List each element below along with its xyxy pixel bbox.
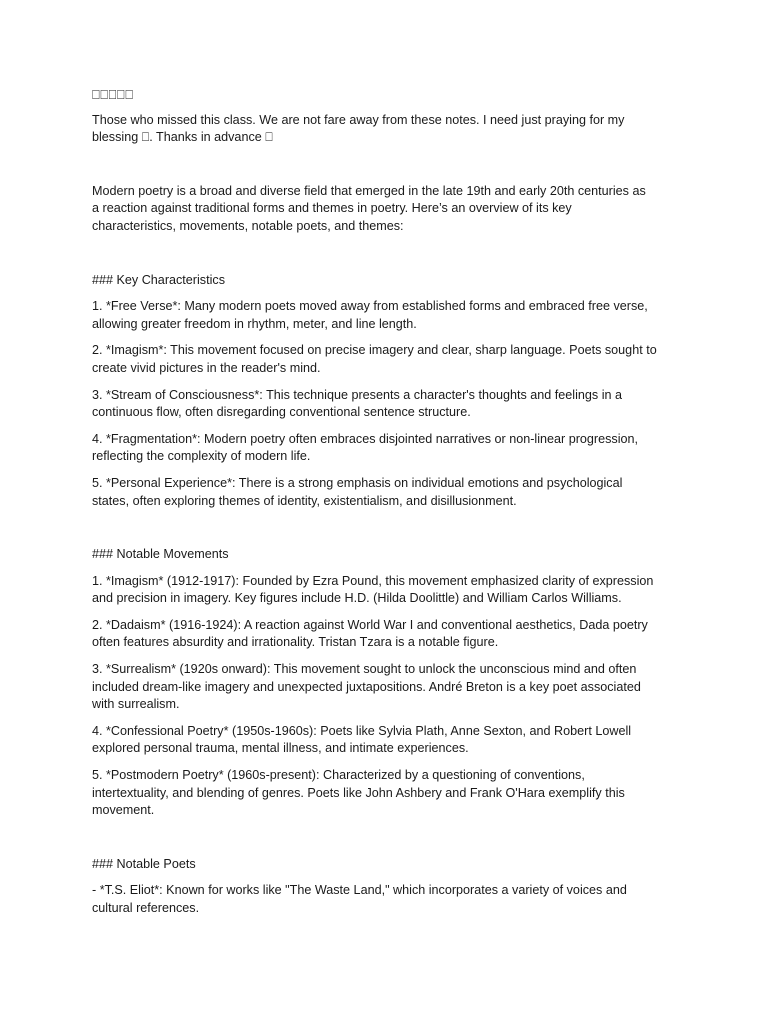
document-title: ⎕⎕⎕⎕⎕ (92, 87, 134, 102)
list-item (92, 387, 682, 422)
text-line: Those who missed this class. We are not fare away from these notes. I need just praying for my (92, 112, 625, 127)
list-item (92, 342, 682, 377)
list-item (92, 617, 682, 652)
list-item (92, 882, 682, 917)
list-item (92, 475, 682, 510)
text-line: 5. *Postmodern Poetry* (1960s-present): Characterized by a questioning of conventions, (92, 768, 585, 783)
text-line: a reaction against traditional forms and themes in poetry. Here’s an overview of its key (92, 201, 572, 216)
text-line: 5. *Personal Experience*: There is a strong emphasis on individual emotions and psychological (92, 475, 623, 490)
text-line: reflecting the complexity of modern life. (92, 449, 311, 464)
text-line: continuous flow, often disregarding conventional sentence structure. (92, 405, 471, 420)
text-line: 1. *Imagism* (1912-1917): Founded by Ezra Pound, this movement emphasized clarity of expression (92, 573, 654, 588)
document-page (92, 84, 682, 918)
overview-paragraph (92, 183, 682, 236)
text-line: 3. *Stream of Consciousness*: This technique presents a character's thoughts and feelings in a (92, 387, 623, 402)
section-heading-key-characteristics: ### Key Characteristics (92, 272, 225, 287)
list-item (92, 661, 682, 714)
section-heading-notable-movements: ### Notable Movements (92, 547, 229, 562)
text-line: explored personal trauma, mental illness, and intimate experiences. (92, 741, 469, 756)
text-line: included dream-like imagery and unexpected juxtapositions. André Breton is a key poet associated (92, 679, 641, 694)
list-item (92, 431, 682, 466)
text-line: 2. *Imagism*: This movement focused on precise imagery and clear, sharp language. Poets sought to (92, 343, 657, 358)
intro-paragraph (92, 112, 682, 147)
text-line: intertextuality, and blending of genres. Poets like John Ashbery and Frank O'Hara exemplify this (92, 785, 625, 800)
text-line: cultural references. (92, 901, 200, 915)
list-item (92, 723, 682, 758)
text-line: characteristics, movements, notable poets, and themes: (92, 218, 404, 233)
text-line: blessing ⎕. Thanks in advance ⎕ (92, 130, 273, 145)
list-item (92, 573, 682, 608)
text-line: 4. *Fragmentation*: Modern poetry often embraces disjointed narratives or non-linear progression, (92, 431, 639, 446)
text-line: with surrealism. (92, 697, 180, 712)
text-line: movement. (92, 803, 155, 818)
text-line: - *T.S. Eliot*: Known for works like "The Waste Land," which incorporates a variety of voices and (92, 883, 627, 898)
text-line: and precision in imagery. Key figures include H.D. (Hilda Doolittle) and William Carlos Williams. (92, 591, 622, 606)
text-line: create vivid pictures in the reader's mind. (92, 360, 321, 375)
list-item (92, 767, 682, 820)
text-line: allowing greater freedom in rhythm, meter, and line length. (92, 316, 417, 331)
text-line: states, often exploring themes of identity, existentialism, and disillusionment. (92, 493, 517, 508)
text-line: Modern poetry is a broad and diverse field that emerged in the late 19th and early 20th centuries as (92, 183, 646, 198)
section-heading-notable-poets: ### Notable Poets (92, 856, 196, 871)
list-item (92, 298, 682, 333)
text-line: 3. *Surrealism* (1920s onward): This movement sought to unlock the unconscious mind and often (92, 662, 637, 677)
text-line: often features absurdity and irrationality. Tristan Tzara is a notable figure. (92, 635, 499, 650)
text-line: 2. *Dadaism* (1916-1924): A reaction against World War I and conventional aesthetics, Dada poetry (92, 617, 648, 632)
text-line: 4. *Confessional Poetry* (1950s-1960s): Poets like Sylvia Plath, Anne Sexton, and Robert Lowell (92, 723, 632, 738)
text-line: 1. *Free Verse*: Many modern poets moved away from established forms and embraced free verse, (92, 299, 648, 314)
